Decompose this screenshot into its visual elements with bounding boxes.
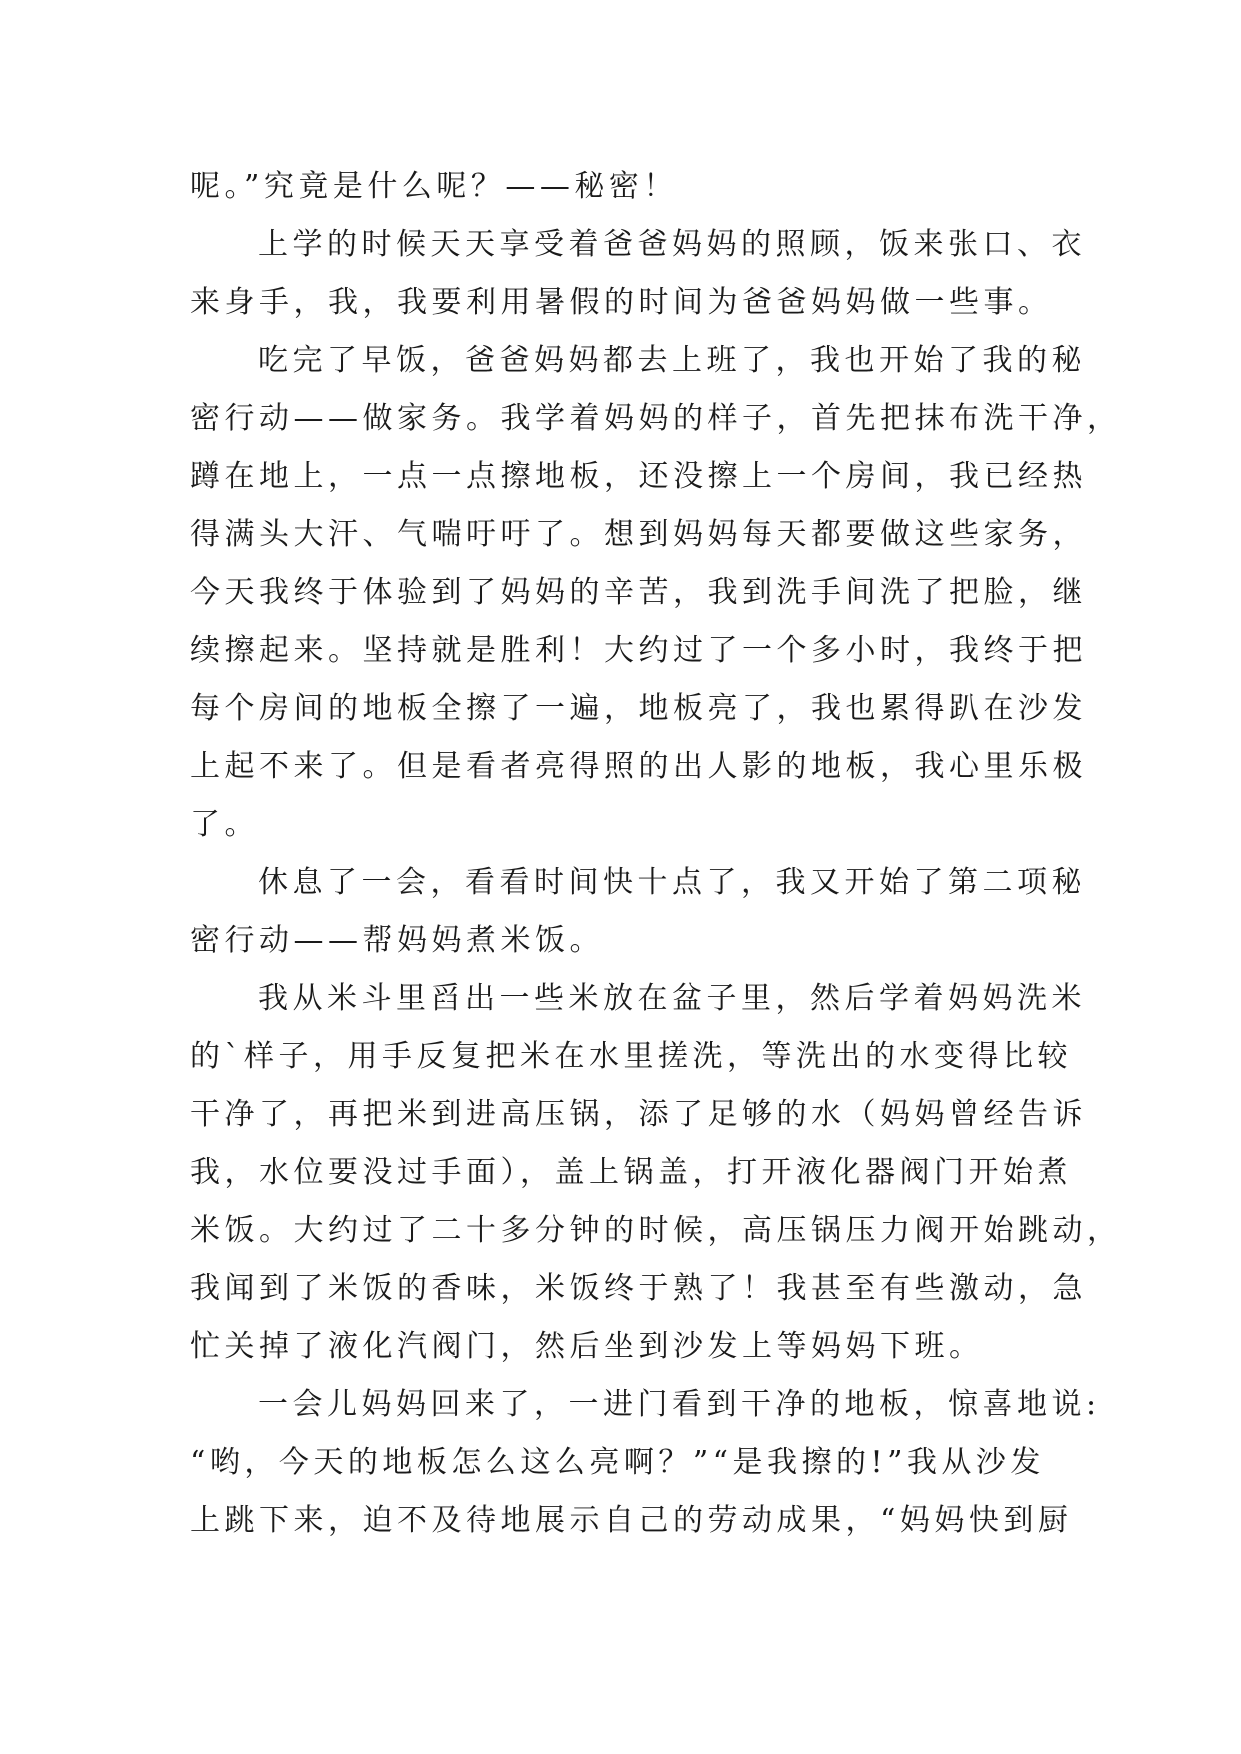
text-line: 一会儿妈妈回来了，一进门看到干净的地板，惊喜地说: [258,1387,1101,1422]
document-body [190,158,1122,1550]
text-line: 休息了一会，看看时间快十点了，我又开始了第二项秘 [258,865,1086,900]
text-line: 今天我终于体验到了妈妈的辛苦，我到洗手间洗了把脸，继 [190,575,1087,610]
text-line: “哟，今天的地板怎么这么亮啊？”“是我擦的!”我从沙发 [190,1445,1045,1480]
text-line: 续擦起来。坚持就是胜利！大约过了一个多小时，我终于把 [190,633,1087,668]
text-line: 密行动——做家务。我学着妈妈的样子，首先把抹布洗干净， [190,401,1122,436]
text-line: 忙关掉了液化汽阀门，然后坐到沙发上等妈妈下班。 [190,1329,984,1364]
text-line: 我，水位要没过手面），盖上锅盖，打开液化器阀门开始煮 [190,1155,1072,1190]
text-line: 得满头大汗、气喘吁吁了。想到妈妈每天都要做这些家务， [190,517,1087,552]
text-line: 上跳下来，迫不及待地展示自己的劳动成果，“妈妈快到厨 [190,1503,1073,1538]
text-line: 干净了，再把米到进高压锅，添了足够的水（妈妈曾经告诉 [190,1097,1087,1132]
text-line: 蹲在地上，一点一点擦地板，还没擦上一个房间，我已经热 [190,459,1087,494]
text-line: 米饭。大约过了二十多分钟的时候，高压锅压力阀开始跳动， [190,1213,1122,1248]
text-line: 了。 [190,807,259,842]
text-line: 我闻到了米饭的香味，米饭终于熟了！我甚至有些激动，急 [190,1271,1087,1306]
text-line: 来身手，我，我要利用暑假的时间为爸爸妈妈做一些事。 [190,285,1053,320]
text-line: 上学的时候天天享受着爸爸妈妈的照顾，饭来张口、衣 [258,227,1086,262]
text-line: 吃完了早饭，爸爸妈妈都去上班了，我也开始了我的秘 [258,343,1086,378]
text-line: 呢。”究竟是什么呢？——秘密！ [190,169,678,204]
text-line: 密行动——帮妈妈煮米饭。 [190,923,604,958]
text-line: 上起不来了。但是看者亮得照的出人影的地板，我心里乐极 [190,749,1087,784]
text-line: 每个房间的地板全擦了一遍，地板亮了，我也累得趴在沙发 [190,691,1087,726]
text-line: 的`样子，用手反复把米在水里搓洗，等洗出的水变得比较 [190,1039,1072,1074]
text-line: 我从米斗里舀出一些米放在盆子里，然后学着妈妈洗米 [258,981,1086,1016]
